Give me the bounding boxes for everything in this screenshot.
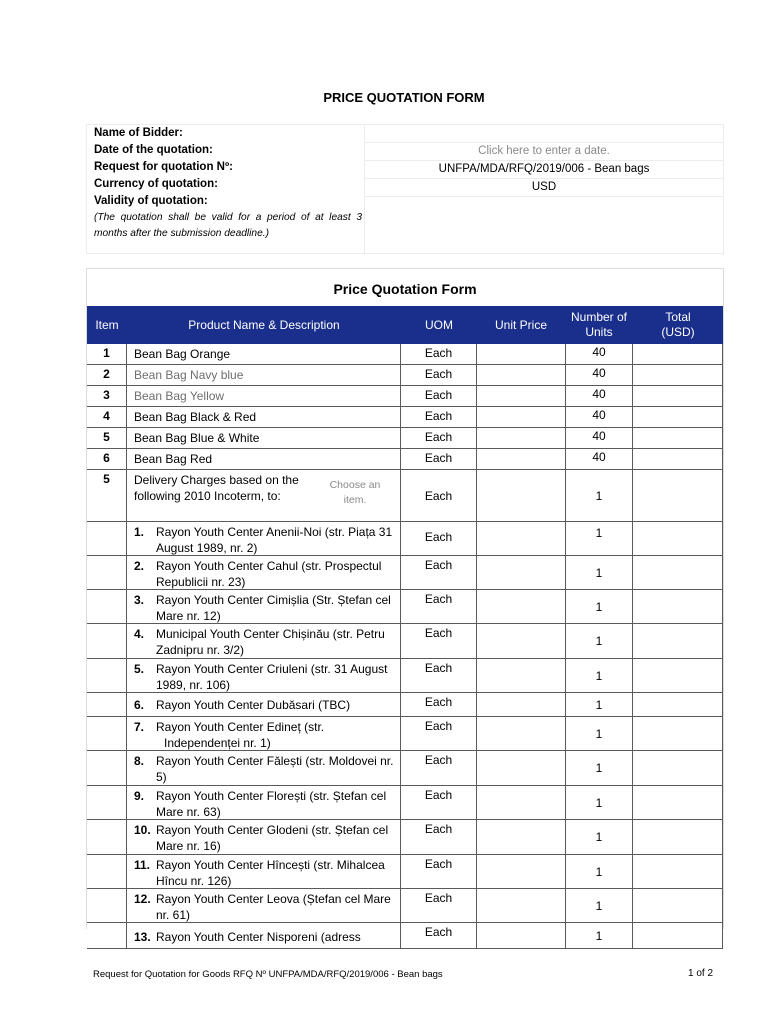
subitem-description [127, 556, 401, 589]
subitem-text: Rayon Youth Center Fălești (str. Moldovei nr. 5) [156, 754, 394, 784]
delivery-description-cell [127, 470, 401, 521]
subitem-text: Rayon Youth Center Leova (Ștefan cel Mare nr. 61) [156, 892, 391, 922]
delivery-subitem-row [87, 556, 723, 590]
item-number: 5 [87, 470, 127, 521]
bidder-name-field[interactable] [365, 125, 723, 143]
header-product: Product Name & Description [188, 317, 340, 332]
uom-cell: Each [401, 786, 477, 819]
delivery-subitem-row [87, 717, 723, 751]
subitem-number: 7. [134, 720, 145, 734]
units-cell: 1 [595, 795, 603, 810]
delivery-subitem-row [87, 751, 723, 786]
label-rfq-number: Request for quotation Nº: [94, 161, 233, 173]
validity-note: (The quotation shall be valid for a period of at least 3 months after the submission deadline.) [94, 212, 362, 239]
table-row [87, 407, 723, 428]
uom-cell: Each [401, 386, 477, 406]
uom-cell: Each [401, 522, 477, 555]
delivery-row [87, 470, 723, 522]
delivery-subitem-row [87, 624, 723, 659]
uom-cell: Each [401, 344, 477, 364]
uom-cell: Each [401, 365, 477, 385]
item-number [87, 624, 127, 658]
subitem-description [127, 624, 401, 658]
product-name: Bean Bag Yellow [127, 386, 401, 406]
subitem-text: Rayon Youth Center Florești (str. Ștefan cel Mare nr. 63) [156, 789, 387, 819]
table-body [87, 344, 723, 949]
table-title: Price Quotation Form [333, 281, 477, 297]
total-cell[interactable] [633, 820, 723, 854]
header-item: Item [95, 317, 119, 332]
header-unit-price: Unit Price [494, 317, 547, 332]
item-number: 1 [87, 344, 127, 364]
item-number [87, 659, 127, 692]
delivery-subitem-row [87, 522, 723, 556]
units-cell: 40 [592, 408, 606, 422]
total-cell[interactable] [633, 556, 723, 589]
product-name: Bean Bag Blue & White [127, 428, 401, 448]
subitem-description [127, 693, 401, 716]
subitem-description [127, 820, 401, 854]
item-number: 3 [87, 386, 127, 406]
uom-cell: Each [401, 624, 477, 658]
rfq-number-value: UNFPA/MDA/RFQ/2019/006 - Bean bags [365, 161, 723, 179]
units-cell: 40 [592, 387, 606, 401]
subitem-text: Rayon Youth Center Cimișlia (Str. Ștefan cel Mare nr. 12) [156, 593, 391, 623]
subitem-number: 6. [134, 698, 145, 712]
page-number: 1 of 2 [688, 968, 714, 979]
total-cell[interactable] [633, 786, 723, 819]
uom-cell: Each [401, 889, 477, 922]
item-number [87, 820, 127, 854]
page-title: PRICE QUOTATION FORM [323, 90, 485, 105]
uom-cell: Each [401, 855, 477, 888]
uom-cell: Each [401, 717, 477, 750]
total-cell[interactable] [633, 365, 723, 385]
product-name: Bean Bag Red [127, 449, 401, 469]
uom-cell: Each [401, 590, 477, 623]
delivery-subitem-row [87, 855, 723, 889]
units-cell: 1 [595, 898, 603, 913]
total-cell[interactable] [633, 717, 723, 750]
subitem-number: 5. [134, 662, 145, 676]
product-name: Bean Bag Navy blue [127, 365, 401, 385]
units-cell: 1 [595, 599, 603, 614]
label-date-of-quotation: Date of the quotation: [94, 144, 213, 156]
label-validity: Validity of quotation: [94, 195, 208, 207]
subitem-description [127, 590, 401, 623]
subitem-description [127, 522, 401, 555]
table-row [87, 344, 723, 365]
units-cell: 1 [595, 526, 603, 540]
table-header [87, 306, 723, 344]
total-cell[interactable] [633, 659, 723, 692]
total-cell[interactable] [633, 407, 723, 427]
table-row [87, 365, 723, 386]
subitem-text: Rayon Youth Center Nisporeni (adress [156, 930, 361, 944]
item-number [87, 889, 127, 922]
subitem-number: 10. [134, 823, 151, 837]
units-cell: 1 [595, 928, 603, 943]
product-name: Bean Bag Orange [127, 344, 401, 364]
uom-cell: Each [401, 659, 477, 692]
subitem-text: Rayon Youth Center Hîncești (str. Mihalcea Hîncu nr. 126) [156, 858, 385, 888]
total-cell[interactable] [633, 889, 723, 922]
total-cell[interactable] [633, 386, 723, 406]
total-cell[interactable] [633, 923, 723, 948]
item-number [87, 590, 127, 623]
units-cell: 40 [592, 450, 606, 464]
subitem-text: Rayon Youth Center Anenii-Noi (str. Piața 31 August 1989, nr. 2) [156, 525, 393, 555]
uom-cell: Each [401, 407, 477, 427]
header-number-of-units [565, 306, 633, 344]
label-currency: Currency of quotation: [94, 178, 218, 190]
units-cell: 40 [592, 345, 606, 359]
subitem-description [127, 786, 401, 819]
uom-cell: Each [401, 693, 477, 716]
subitem-text: Rayon Youth Center Edineț (str. Independenței nr. 1) [156, 720, 325, 750]
uom-cell: Each [401, 751, 477, 785]
item-number [87, 855, 127, 888]
bidder-values [364, 125, 723, 253]
header-units-line1: Number of [570, 310, 628, 324]
total-cell[interactable] [633, 344, 723, 364]
delivery-text: Delivery Charges based on the following 2010 Incoterm, to: [134, 473, 299, 503]
delivery-subitem-row [87, 923, 723, 949]
header-units-line2: Units [585, 325, 613, 339]
units-cell: 1 [595, 864, 603, 879]
total-cell[interactable] [633, 590, 723, 623]
delivery-subitem-row [87, 820, 723, 855]
delivery-subitem-row [87, 786, 723, 820]
item-number [87, 923, 127, 948]
subitem-text: Rayon Youth Center Glodeni (str. Ștefan cel Mare nr. 16) [156, 823, 389, 853]
units-cell: 1 [595, 668, 603, 683]
table-row [87, 386, 723, 407]
total-cell[interactable] [633, 751, 723, 785]
subitem-number: 9. [134, 789, 145, 803]
uom-cell: Each [401, 556, 477, 589]
uom-cell: Each [401, 470, 477, 521]
bidder-labels [94, 125, 362, 241]
subitem-number: 1. [134, 525, 145, 539]
subitem-number: 2. [134, 559, 145, 573]
subitem-text: Rayon Youth Center Dubăsari (TBC) [156, 698, 351, 712]
table-row [87, 428, 723, 449]
header-total-line1: Total [665, 310, 691, 324]
header-uom: UOM [425, 317, 453, 332]
uom-cell: Each [401, 428, 477, 448]
item-number [87, 556, 127, 589]
delivery-subitem-row [87, 659, 723, 693]
total-cell[interactable] [633, 470, 723, 521]
units-cell: 1 [595, 830, 603, 844]
subitem-number: 4. [134, 627, 145, 641]
item-number [87, 786, 127, 819]
total-cell[interactable] [633, 449, 723, 469]
subitem-description [127, 717, 401, 750]
subitem-text: Municipal Youth Center Chișinău (str. Petru Zadnipru nr. 3/2) [156, 627, 385, 657]
subitem-text: Rayon Youth Center Cahul (str. Prospectul Republicii nr. 23) [156, 559, 382, 589]
item-number [87, 522, 127, 555]
incoterm-dropdown[interactable]: Choose an item. [329, 479, 381, 506]
units-cell: 1 [595, 488, 603, 503]
subitem-number: 12. [134, 892, 151, 906]
units-cell: 1 [595, 761, 603, 775]
total-cell[interactable] [633, 522, 723, 555]
price-quotation-table [86, 268, 724, 944]
uom-cell: Each [401, 449, 477, 469]
units-cell: 1 [595, 565, 603, 580]
total-cell[interactable] [633, 693, 723, 716]
product-name: Bean Bag Black & Red [127, 407, 401, 427]
delivery-subitem-row [87, 693, 723, 717]
label-name-of-bidder: Name of Bidder: [94, 127, 183, 139]
total-cell[interactable] [633, 624, 723, 658]
item-number [87, 693, 127, 716]
item-number: 2 [87, 365, 127, 385]
subitem-number: 11. [134, 858, 151, 872]
date-picker-field[interactable]: Click here to enter a date. [365, 143, 723, 161]
subitem-description [127, 659, 401, 692]
units-cell: 40 [592, 429, 606, 443]
uom-cell: Each [401, 923, 477, 948]
delivery-subitem-row [87, 590, 723, 624]
total-cell[interactable] [633, 428, 723, 448]
item-number [87, 717, 127, 750]
footer-rfq-reference: Request for Quotation for Goods RFQ Nº UNFPA/MDA/RFQ/2019/006 - Bean bags [93, 969, 443, 980]
subitem-description [127, 751, 401, 785]
header-total-line2: (USD) [661, 325, 695, 339]
subitem-description [127, 923, 401, 948]
header-total [633, 306, 723, 344]
subitem-text: Rayon Youth Center Criuleni (str. 31 August 1989, nr. 106) [156, 662, 388, 692]
total-cell[interactable] [633, 855, 723, 888]
units-cell: 40 [592, 366, 606, 380]
units-cell: 1 [595, 634, 603, 648]
subitem-description [127, 855, 401, 888]
subitem-number: 8. [134, 754, 145, 768]
currency-value: USD [365, 179, 723, 197]
table-row [87, 449, 723, 470]
uom-cell: Each [401, 820, 477, 854]
units-cell: 1 [595, 726, 603, 741]
delivery-subitem-row [87, 889, 723, 923]
bidder-info-table [86, 124, 724, 254]
item-number: 5 [87, 428, 127, 448]
item-number [87, 751, 127, 785]
subitem-number: 3. [134, 593, 145, 607]
units-cell: 1 [595, 697, 603, 712]
subitem-description [127, 889, 401, 922]
item-number: 6 [87, 449, 127, 469]
item-number: 4 [87, 407, 127, 427]
subitem-number: 13. [134, 930, 151, 944]
